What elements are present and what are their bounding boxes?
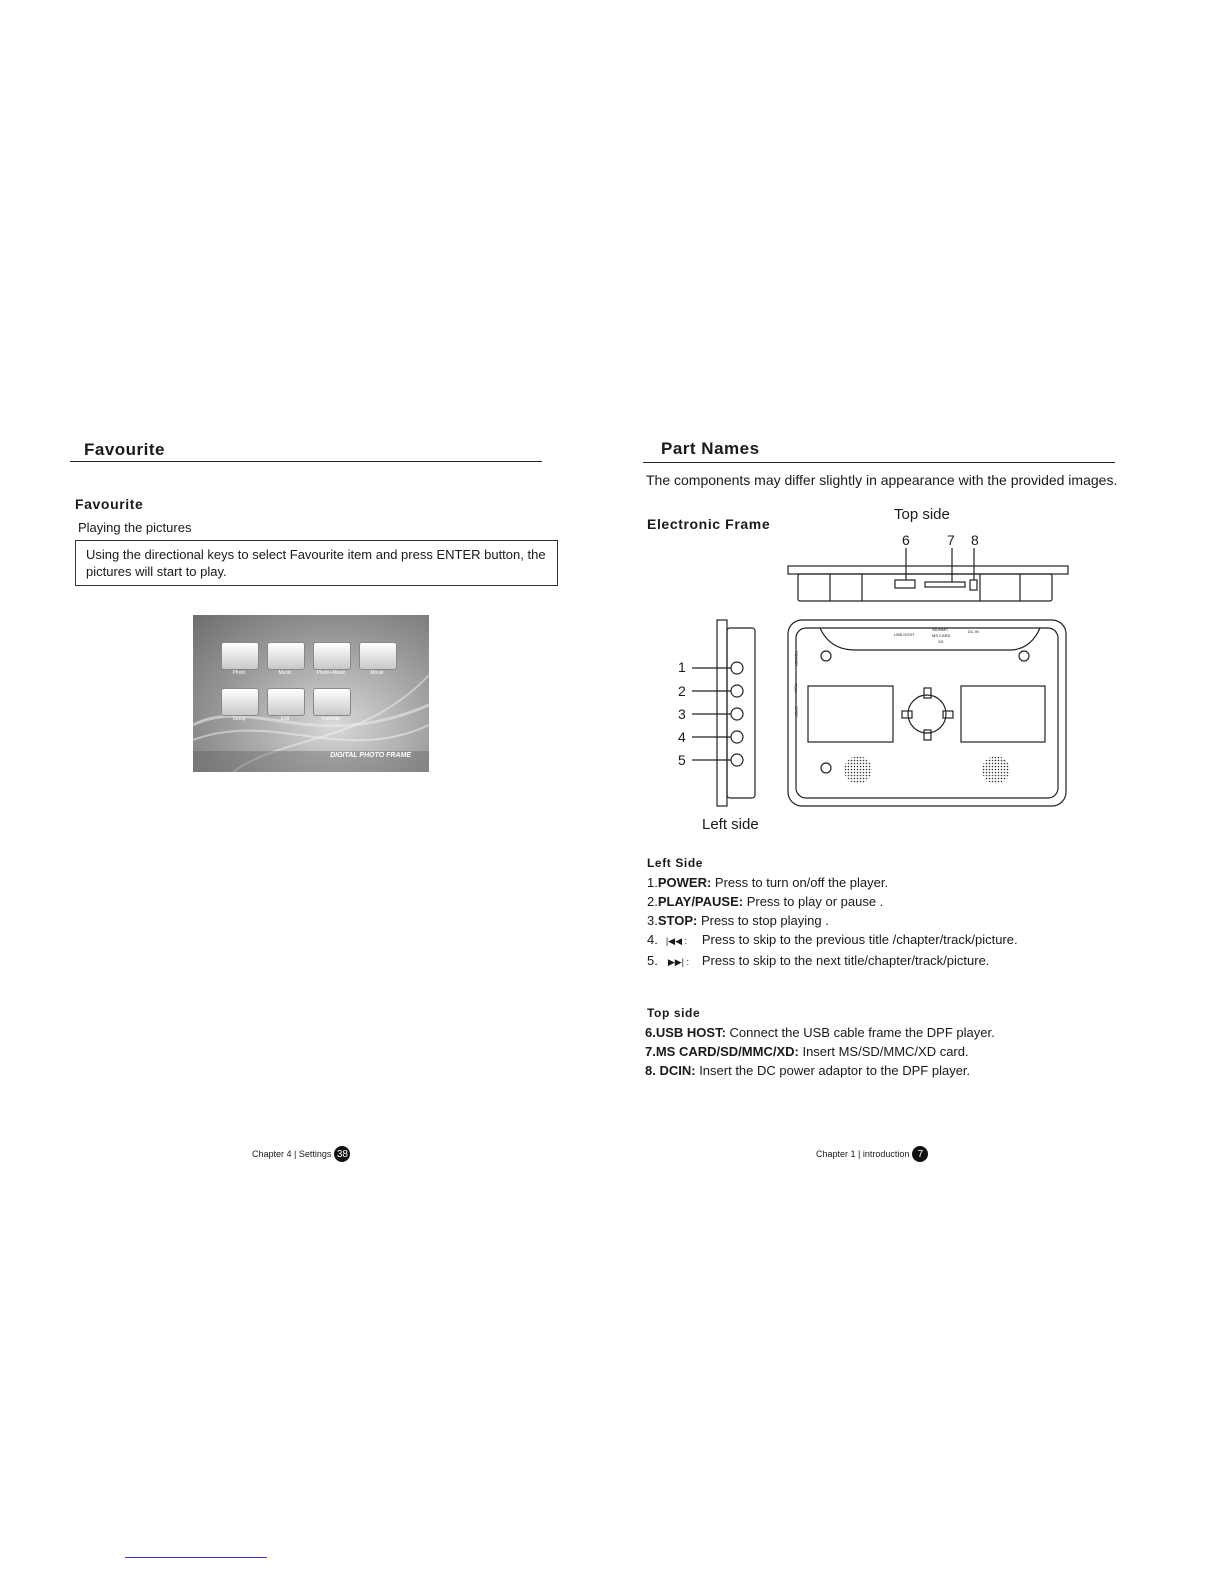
frame-diagram: [640, 540, 1100, 840]
right-page-footer: [816, 1146, 928, 1162]
top-side-title: Top side: [647, 1006, 701, 1020]
right-footer-chapter: Chapter 1 | introduction: [816, 1149, 910, 1159]
list-item: 7.MS CARD/SD/MMC/XD: Insert MS/SD/MMC/XD card.: [645, 1044, 969, 1059]
instruction-text: Using the directional keys to select Favourite item and press ENTER button, the pictures will start to play.: [86, 547, 546, 579]
skip-next-icon: ▶▶| :: [667, 957, 690, 967]
menu-label-photo-music: Photo+Music: [316, 670, 346, 676]
xd-label: XD: [938, 639, 944, 644]
left-page-number: 38: [334, 1146, 350, 1162]
speaker-grilles: [844, 756, 1010, 784]
left-page-footer: [252, 1146, 350, 1162]
part-names-intro: The components may differ slightly in appearance with the provided images.: [646, 472, 1118, 488]
dc-in-label: DC IN: [968, 629, 979, 634]
callout-7: 7: [947, 532, 955, 548]
back-view-inner: [793, 628, 1058, 798]
favourite-menu-screenshot: [193, 615, 429, 772]
right-keyhole-icon: [1019, 651, 1029, 661]
skip-previous-icon: |◀◀ :: [665, 936, 688, 946]
list-item: 5. ▶▶| : Press to skip to the next title/chapter/track/picture.: [647, 951, 1018, 972]
list-item: 2.PLAY/PAUSE: Press to play or pause .: [647, 894, 884, 909]
left-footer-chapter: Chapter 4 | Settings: [252, 1149, 332, 1159]
photo-music-icon[interactable]: [313, 642, 351, 670]
list-item: 6.USB HOST: Connect the USB cable frame the DPF player.: [645, 1025, 995, 1040]
favourite-subtitle: Playing the pictures: [78, 520, 192, 535]
callout-2: 2: [678, 683, 686, 699]
movie-icon[interactable]: [359, 642, 397, 670]
dc-in-port-icon: [970, 580, 977, 590]
left-panel: [808, 686, 893, 742]
list-item: 4. |◀◀ : Press to skip to the previous title /chapter/track/picture.: [647, 930, 1018, 951]
right-heading-rule: [643, 462, 1115, 463]
callout-1: 1: [678, 659, 686, 675]
ms-card-label: MS CARD: [932, 633, 951, 638]
left-side-list: [647, 873, 1018, 972]
favourite-section-title: Favourite: [75, 496, 144, 512]
stand-mount-icon: [908, 695, 946, 733]
card-slot-icon: [925, 582, 965, 587]
callout-3: 3: [678, 706, 686, 722]
left-page-heading: Favourite: [84, 440, 166, 459]
stop-side-label: STOP: [793, 706, 799, 717]
left-side-title: Left Side: [647, 856, 704, 870]
list-item: 8. DCIN: Insert the DC power adaptor to the DPF player.: [645, 1063, 971, 1078]
left-view-bezel: [717, 620, 727, 806]
music-icon[interactable]: [267, 642, 305, 670]
callout-5: 5: [678, 752, 686, 768]
callout-6: 6: [902, 532, 910, 548]
left-lower-keyhole-icon: [821, 763, 831, 773]
top-view-bezel: [788, 566, 1068, 574]
left-keyhole-icon: [821, 651, 831, 661]
left-heading-rule: [70, 461, 542, 462]
usb-host-port-label: USB HOST: [894, 632, 915, 637]
bottom-link-underline: [125, 1557, 267, 1558]
menu-label-setup: Setup: [232, 716, 246, 722]
menu-label-photo: Photo: [232, 670, 246, 676]
menu-label-music: Music: [278, 670, 292, 676]
right-page-heading: Part Names: [661, 439, 760, 458]
menu-label-movie: Movie: [370, 670, 384, 676]
power-side-label: POWER: [794, 650, 800, 667]
list-item: 3.STOP: Press to stop playing .: [647, 913, 829, 928]
usb-host-port-icon: [895, 580, 915, 588]
callout-4: 4: [678, 729, 686, 745]
electronic-frame-title: Electronic Frame: [647, 516, 771, 532]
back-view-outer: [788, 620, 1066, 806]
play-side-label: PLAY: [793, 683, 799, 694]
setup-icon[interactable]: [221, 688, 259, 716]
right-page-number: 7: [912, 1146, 928, 1162]
instruction-box: [75, 540, 558, 586]
sd-mmc-label: SD/MMC: [932, 627, 949, 632]
left-side-label: Left side: [702, 816, 759, 833]
photo-icon[interactable]: [221, 642, 259, 670]
digital-photo-frame-banner: DIGITAL PHOTO FRAME: [330, 752, 411, 759]
top-side-label: Top side: [894, 506, 950, 523]
edit-icon[interactable]: [267, 688, 305, 716]
top-side-list: [645, 1023, 995, 1080]
menu-label-edit: Edit: [280, 716, 290, 722]
callout-8: 8: [971, 532, 979, 548]
right-panel: [961, 686, 1045, 742]
favorite-icon[interactable]: [313, 688, 351, 716]
list-item: 1.POWER: Press to turn on/off the player.: [647, 875, 889, 890]
menu-label-favorite: Favorite: [321, 716, 341, 722]
